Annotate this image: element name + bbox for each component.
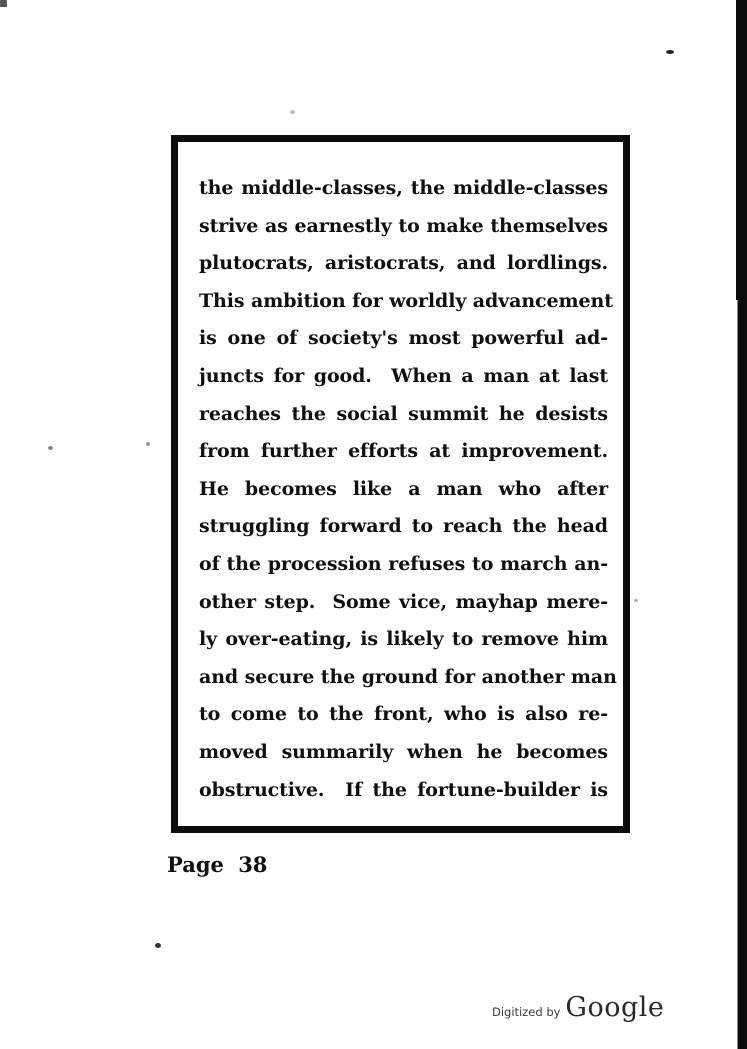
scan-edge-artifact <box>738 0 747 1049</box>
scan-speck <box>0 0 7 7</box>
text-line: other step. Some vice, mayhap mere- <box>199 590 608 613</box>
text-line: the middle-classes, the middle-classes <box>199 177 608 199</box>
text-line: is one of society's most powerful ad- <box>199 327 608 350</box>
text-line: plutocrats, aristocrats, and lordlings. <box>199 252 608 275</box>
text-line: strive as earnestly to make themselves <box>199 214 608 237</box>
digitized-by-text: Digitized by <box>492 1005 561 1019</box>
scan-speck <box>666 50 674 54</box>
digitized-by-credit <box>492 992 664 1023</box>
text-border-box <box>171 135 630 833</box>
text-line: ly over-eating, is likely to remove him <box>199 628 608 651</box>
text-line: reaches the social summit he desists <box>199 402 608 425</box>
scan-speck <box>146 442 150 446</box>
page-number-label: Page 38 <box>167 852 268 877</box>
google-logo: Google <box>565 992 665 1023</box>
scan-speck <box>48 446 53 450</box>
text-line: to come to the front, who is also re- <box>199 703 608 726</box>
scan-speck <box>155 943 161 948</box>
text-line: He becomes like a man who after <box>199 477 608 500</box>
text-line: struggling forward to reach the head <box>199 515 608 538</box>
text-line: and secure the ground for another man <box>199 665 617 688</box>
text-line: from further efforts at improvement. <box>199 440 608 463</box>
scan-speck <box>290 110 295 114</box>
text-line: This ambition for worldly advancement <box>199 289 613 312</box>
text-line: of the procession refuses to march an- <box>199 552 608 575</box>
text-line: juncts for good. When a man at last <box>199 364 608 387</box>
scan-speck <box>634 599 638 602</box>
text-line: moved summarily when he becomes <box>199 740 608 763</box>
text-line: obstructive. If the fortune-builder is <box>199 778 608 801</box>
